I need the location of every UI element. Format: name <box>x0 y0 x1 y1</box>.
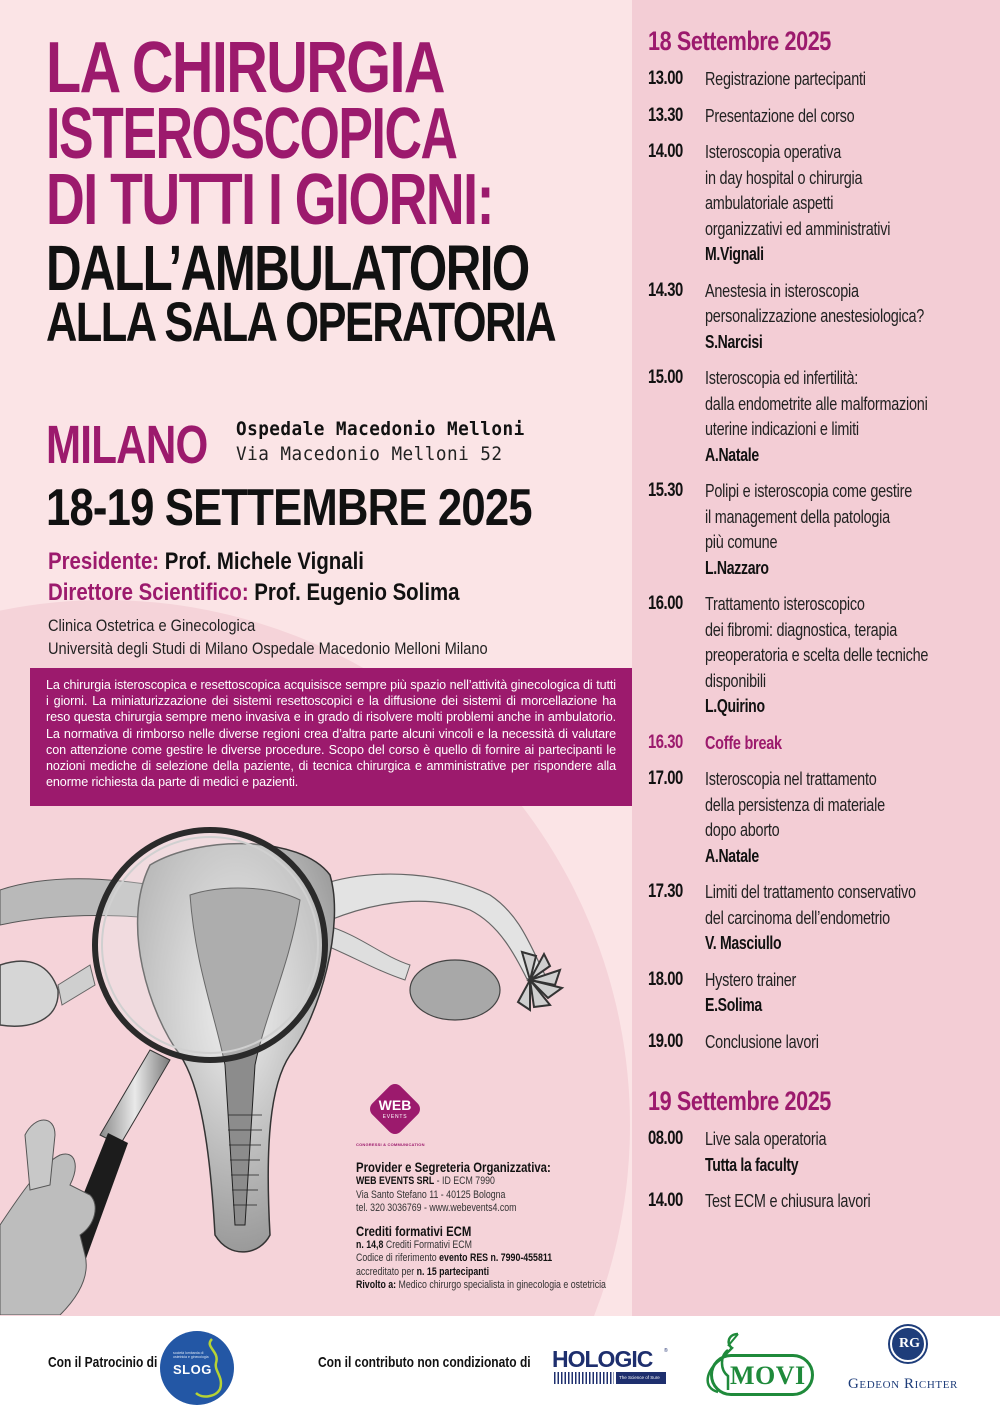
movi-wordmark: MOVI <box>730 1361 806 1390</box>
schedule-topic-line: Isteroscopia nel trattamento <box>705 768 877 789</box>
hologic-barcode-icon <box>554 1372 614 1384</box>
schedule-topic-line: del carcinoma dell’endometrio <box>705 906 890 928</box>
slog-logo-subtitle: società lombarda di ostetricia e ginecologia <box>173 1351 209 1359</box>
provider-heading: Provider e Segreteria Organizzativa: <box>356 1160 551 1175</box>
schedule-description <box>705 365 990 467</box>
schedule-topic-line: Isteroscopia ed infertilità: <box>705 367 859 388</box>
schedule-description <box>705 139 988 267</box>
title-line-1: LA CHIRURGIA <box>46 28 444 108</box>
title-line-3: DI TUTTI I GIORNI: <box>46 160 493 240</box>
schedule-topic-line: Presentazione del corso <box>705 104 855 126</box>
schedule-time: 13.30 <box>648 104 683 126</box>
ecm-code-text: Codice di riferimento <box>356 1252 440 1264</box>
hologic-wordmark: HOLOGIC <box>552 1346 653 1372</box>
schedule-topic-line: disponibili <box>705 669 766 691</box>
ecm-credits-text: Crediti Formativi ECM <box>383 1238 472 1251</box>
affiliation-line-1: Clinica Ostetrica e Ginecologica <box>48 616 256 635</box>
sponsor-label: Con il contributo non condizionato di <box>318 1354 531 1371</box>
schedule-topic-line: Live sala operatoria <box>705 1128 827 1149</box>
schedule-topic-line: Coffe break <box>705 731 782 753</box>
ecm-target-label: Rivolto a: <box>356 1279 397 1291</box>
schedule-time: 14.00 <box>648 1190 683 1211</box>
venue-address: Via Macedonio Melloni 52 <box>236 443 503 465</box>
ecm-target <box>356 1279 606 1293</box>
schedule-speaker: A.Natale <box>705 443 759 465</box>
schedule-item <box>648 478 988 580</box>
title-line-4: DALL’AMBULATORIO <box>46 232 529 304</box>
schedule-time: 15.30 <box>648 480 683 501</box>
affiliation <box>48 614 488 660</box>
schedule-description <box>705 1126 988 1177</box>
schedule-time: 19.00 <box>648 1030 683 1052</box>
schedule-topic-line: dalla endometrite alle malformazioni <box>705 392 928 414</box>
patronage-label: Con il Patrocinio di <box>48 1354 158 1371</box>
ecm-credits <box>356 1239 572 1253</box>
gedeon-richter-logo <box>848 1326 973 1404</box>
schedule-time: 17.00 <box>648 768 683 789</box>
schedule-item <box>648 365 988 467</box>
schedule-time: 14.30 <box>648 279 683 301</box>
schedule-topic-line: più comune <box>705 531 778 552</box>
schedule-item <box>648 591 988 719</box>
title-line-5: ALLA SALA OPERATORIA <box>46 290 556 353</box>
director-label: Direttore Scientifico: <box>48 579 249 606</box>
day1-title: 18 Settembre 2025 <box>648 26 831 56</box>
schedule-speaker: L.Nazzaro <box>705 556 769 578</box>
ecm-code-value: evento RES n. 7990-455811 <box>439 1252 553 1264</box>
schedule-speaker: M.Vignali <box>705 243 764 264</box>
schedule-item <box>648 1029 988 1055</box>
venue-block <box>46 414 606 474</box>
schedule-item <box>648 766 988 868</box>
schedule-topic-line: Trattamento isteroscopico <box>705 593 865 614</box>
title-line-2: ISTEROSCOPICA <box>46 94 457 174</box>
footer <box>0 1316 1000 1415</box>
ecm-accr-value: n. 15 partecipanti <box>416 1265 490 1278</box>
schedule-topic-line: preoperatoria e scelta delle tecniche <box>705 644 929 665</box>
schedule-time: 08.00 <box>648 1128 683 1149</box>
schedule-speaker: E.Solima <box>705 994 762 1015</box>
schedule-item <box>648 1126 988 1177</box>
provider-details <box>356 1160 626 1293</box>
gedeon-richter-wordmark: Gedeon Richter <box>848 1376 958 1392</box>
schedule-speaker: Tutta la faculty <box>705 1153 799 1175</box>
schedule-description <box>705 278 988 355</box>
schedule-description <box>705 766 988 868</box>
venue-name: Ospedale Macedonio Melloni <box>236 418 525 440</box>
ecm-credits-value: n. 14,8 <box>356 1238 384 1251</box>
city: MILANO <box>46 415 208 475</box>
schedule-description <box>705 879 988 956</box>
schedule-topic-line: Conclusione lavori <box>705 1030 819 1052</box>
provider-company-id: - ID ECM 7990 <box>434 1175 495 1187</box>
provider-address: Via Santo Stefano 11 - 40125 Bologna <box>356 1188 506 1201</box>
schedule-time: 14.00 <box>648 141 683 162</box>
schedule-item <box>648 66 988 92</box>
ecm-accr-text: accreditato per <box>356 1265 417 1278</box>
schedule-time: 16.30 <box>648 731 683 753</box>
svg-text:WEB: WEB <box>378 1097 412 1113</box>
schedule-time: 16.00 <box>648 593 683 614</box>
svg-text:EVENTS: EVENTS <box>382 1114 408 1120</box>
slog-swirl-icon <box>190 1337 230 1401</box>
schedule-time: 17.30 <box>648 881 683 902</box>
provider-contact[interactable]: tel. 320 3036769 - www.webevents4.com <box>356 1202 517 1214</box>
day2-schedule <box>648 1126 988 1214</box>
abstract-text: La chirurgia isteroscopica e resettoscopica acquisisce sempre più spazio nell’attività ginecologica di tutti i giorni. La miniaturizzazione dei sistemi resettoscopici e la diffusione dei sistemi di morcellazione ha reso questa chirurgia sempre meno invasiva e in grado di risolvere molti problemi anche in ambulatorio. La normativa di rimborso nelle diverse regioni crea d’altra parte alcuni vincoli e la necessità di valutare con attenzione come gestire le diverse procedure. Scopo del corso è quello di fornire ai partecipanti le nozioni mediche di selezione della paziente, di tecnica chirurgica e amministrative per rispondere alla enorme richiesta da parte di medici e pazienti. <box>46 678 616 790</box>
provider-company: WEB EVENTS SRL <box>356 1175 435 1187</box>
abstract-band <box>30 668 632 806</box>
gedeon-richter-mark-icon <box>890 1326 926 1362</box>
schedule-description <box>705 1029 988 1055</box>
gedeon-richter-mark: RG <box>899 1336 920 1351</box>
schedule-topic-line: della persistenza di materiale <box>705 793 885 815</box>
schedule-description <box>705 967 988 1018</box>
event-title <box>46 28 586 353</box>
schedule-description <box>705 66 988 92</box>
schedule-item <box>648 730 988 756</box>
schedule-time: 15.00 <box>648 367 683 388</box>
ecm-heading: Crediti formativi ECM <box>356 1223 472 1239</box>
schedule-topic-line: personalizzazione anestesiologica? <box>705 305 925 326</box>
schedule-time: 18.00 <box>648 968 683 990</box>
schedule-speaker: V. Masciullo <box>705 932 782 953</box>
president-label: Presidente: <box>48 548 160 575</box>
schedule-item <box>648 103 988 129</box>
schedule-item <box>648 139 988 267</box>
schedule-item <box>648 1188 988 1214</box>
president-name: Prof. Michele Vignali <box>164 548 364 575</box>
ecm-code <box>356 1252 572 1266</box>
schedule-speaker: A.Natale <box>705 844 759 866</box>
provider-company-row <box>356 1175 572 1189</box>
schedule-topic-line: organizzativi ed amministrativi <box>705 217 891 239</box>
schedule-speaker: L.Quirino <box>705 695 765 716</box>
organizers <box>48 548 532 610</box>
ecm-target-text: Medico chirurgo specialista in ginecologia e ostetricia <box>396 1279 606 1291</box>
hologic-logo: HOLOGIC ® The Science of Sure <box>552 1348 670 1386</box>
president-row <box>48 548 459 579</box>
schedule-topic-line: dei fibromi: diagnostica, terapia <box>705 618 898 640</box>
day1-schedule <box>648 66 988 1054</box>
program <box>648 26 988 1225</box>
director-row <box>48 579 459 610</box>
affiliation-line-2: Università degli Studi di Milano Ospedale Macedonio Melloni Milano <box>48 639 488 658</box>
schedule-topic-line: Limiti del trattamento conservativo <box>705 881 916 902</box>
schedule-description <box>705 1188 988 1214</box>
schedule-description <box>705 103 988 129</box>
day2-title: 19 Settembre 2025 <box>648 1086 831 1116</box>
schedule-topic-line: Test ECM e chiusura lavori <box>705 1190 871 1211</box>
movi-logo <box>698 1330 818 1402</box>
schedule-topic-line: in day hospital o chirurgia <box>705 166 863 188</box>
schedule-topic-line: dopo aborto <box>705 819 780 840</box>
schedule-speaker: S.Narcisi <box>705 330 763 352</box>
schedule-topic-line: uterine indicazioni e limiti <box>705 418 859 439</box>
slog-logo <box>160 1331 234 1405</box>
schedule-topic-line: Polipi e isteroscopia come gestire <box>705 480 913 501</box>
web-events-tagline: CONGRESSI & COMMUNICATION <box>356 1142 425 1147</box>
schedule-topic-line: ambulatoriale aspetti <box>705 192 834 213</box>
schedule-topic-line: Anestesia in isteroscopia <box>705 279 859 301</box>
schedule-time: 13.00 <box>648 68 683 89</box>
director-name: Prof. Eugenio Solima <box>254 579 460 606</box>
ecm-accreditation <box>356 1266 572 1280</box>
schedule-description <box>705 591 991 719</box>
schedule-topic-line: Isteroscopia operativa <box>705 141 842 162</box>
schedule-topic-line: Hystero trainer <box>705 968 797 990</box>
schedule-description <box>705 478 988 580</box>
event-dates: 18-19 SETTEMBRE 2025 <box>46 479 532 537</box>
schedule-item <box>648 278 988 355</box>
schedule-topic-line: il management della patologia <box>705 505 890 527</box>
slog-logo-text: SLOG <box>173 1362 212 1377</box>
web-events-logo <box>366 1080 424 1138</box>
schedule-topic-line: Registrazione partecipanti <box>705 68 866 89</box>
schedule-description <box>705 730 988 756</box>
hologic-tagline: The Science of Sure <box>616 1372 666 1384</box>
schedule-item <box>648 879 988 956</box>
schedule-item <box>648 967 988 1018</box>
